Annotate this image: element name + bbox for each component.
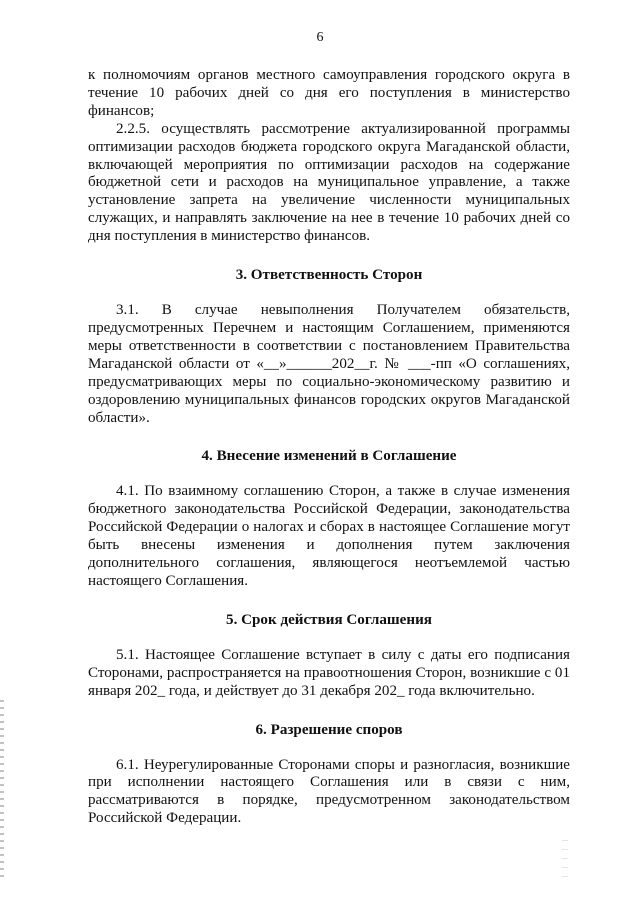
section-heading-term: 5. Срок действия Соглашения <box>226 611 432 628</box>
paragraph-2-2-5: 2.2.5. осуществлять рассмотрение актуализированной программы оптимизации расходов бюджета городского округа Магаданской области, включающей мероприятия по оптимизации расходов на содержание бюджетной сети и расходов на муниципальное управление, а также установление запрета на увеличение численности муниципальных служащих, и направлять заключение на нее в течение 10 рабочих дней со дня поступления в министерство финансов. <box>88 120 570 245</box>
page-number: 6 <box>316 30 324 45</box>
section-heading-amendments: 4. Внесение изменений в Соглашение <box>201 448 457 465</box>
section-heading-disputes: 6. Разрешение споров <box>255 721 403 738</box>
paragraph-4-1: 4.1. По взаимному соглашению Сторон, а также в случае изменения бюджетного законодательства Российской Федерации, законодательства Российской Федерации о налогах и сборах в настоящее Соглашение могут быть внесены изменения и дополнения путем заключения дополнительного соглашения, являющегося неотъемлемой частью настоящего Соглашения. <box>88 483 570 589</box>
section-heading-responsibility: 3. Ответственность Сторон <box>235 267 423 284</box>
paragraph-3-1: 3.1. В случае невыполнения Получателем обязательств, предусмотренных Перечнем и настоящим Соглашением, применяются меры ответственности в соответствии с постановлением Правительства Магаданской области от «__»______202__г. № ___-пп «О соглашениях, предусматривающих меры по социально-экономическому развитию и оздоровлению муниципальных финансов городских округов Магаданской области». <box>88 302 570 426</box>
scan-edge-marks <box>0 700 4 880</box>
paragraph-6-1: 6.1. Неурегулированные Сторонами споры и разногласия, возникшие при исполнении настоящего Соглашения или в связи с ним, рассматриваются в порядке, предусмотренном законодательством Российской Федерации. <box>88 756 570 827</box>
paragraph-5-1: 5.1. Настоящее Соглашение вступает в силу с даты его подписания Сторонами, распространяется на правоотношения Сторон, возникшие с 01 января 202_ года, и действует до 31 декабря 202_ года включительно. <box>88 646 570 699</box>
document-body <box>88 67 570 828</box>
paragraph-continuation: к полномочиям органов местного самоуправления городского округа в течение 10 рабочих дней со дня его поступления в министерство финансов; <box>88 67 570 119</box>
scan-artifact-marks <box>562 840 568 880</box>
